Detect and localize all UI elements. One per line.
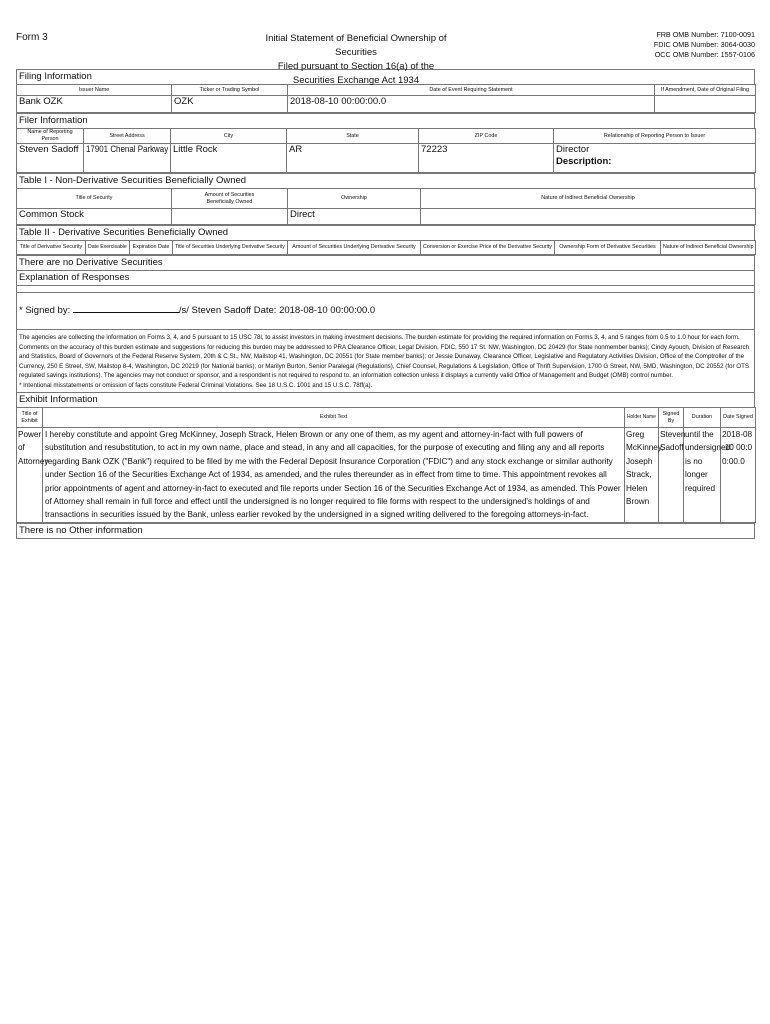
relationship [554, 144, 756, 173]
filing-table [16, 84, 756, 113]
header-conversion-price [421, 241, 555, 255]
header-reporting-person: Name of Reporting Person [17, 129, 84, 144]
issuer-name: Bank OZK [17, 96, 172, 113]
header-signed-by: Signed By [659, 408, 684, 428]
security-amount [172, 209, 288, 225]
header-derivative-nature [661, 241, 756, 255]
form-title: Initial Statement of Beneficial Ownership of Securities [265, 33, 447, 58]
signature-date: 2018-08-10 00:00:00.0 [279, 305, 376, 316]
header-duration: Duration [684, 408, 721, 428]
signature-row [16, 292, 755, 329]
filing-section-title: Filing Information [16, 69, 755, 84]
form-number: Form 3 [16, 32, 48, 43]
header-state: State [287, 129, 419, 144]
header-ownership-form [555, 241, 661, 255]
omb-occ: OCC OMB Number: 1557-0106 [654, 50, 755, 59]
header-underlying-amount [288, 241, 421, 255]
header-exhibit-title: Title of Exhibit [17, 408, 43, 428]
relationship-value: Director [556, 144, 590, 155]
signature-line [73, 303, 179, 313]
header-city: City [171, 129, 287, 144]
table1-section-title: Table I - Non-Derivative Securities Beneficially Owned [16, 173, 755, 188]
header-underlying-title [173, 241, 288, 255]
header-date-signed [721, 408, 756, 428]
exhibit-date-signed: 2018-08-10 00:00:00.0 [721, 428, 756, 523]
derivative-table [16, 240, 756, 255]
exhibit-text: I hereby constitute and appoint Greg McKinney, Joseph Strack, Helen Brown or any one of them, as my agent and attorney-in-fact with full powers of substitution and resubstitution, to act in my own name, place and stead, in any and all capacities, for the purpose of executing and filing any and all reports regarding Bank OZK ("Bank") required to be filed by me with the Federal Deposit Insurance Corporation ("FDIC") and any stock exchange or similar authority under Section 16 of the Securities Exchange Act of 1934, as amended, and the rules thereunder as in effect from time to time. This appointment revokes all prior appointments of agent and attorney-in-fact to executed and file reports under Section 16 of the Securities Exchange Act of 1934, as amended. This Power of Attorney shall remain in full force and effect until the undersigned is no longer required to file forms with respect to the undersigned's holdings of and transactions in securities issued by the Bank, unless earlier revoked by the undersigned in a signed writing delivered to the foregoing attorneys-in-fact. [43, 428, 625, 523]
header-underlying-title-text: Title of Securities Underlying Derivative Security [175, 244, 285, 250]
violation-text: * Intentional misstatements or omission of facts constitute Federal Criminal Violations. See 18 U.S.C. 1001 and 15 U.S.C. 78ff(a). [19, 381, 373, 389]
header-derivative-title [17, 241, 86, 255]
explanation-section-title: Explanation of Responses [16, 270, 755, 285]
zip-code: 72223 [419, 144, 554, 173]
burden-statement [16, 329, 755, 392]
header-title-of-security: Title of Security [17, 189, 172, 209]
security-ownership: Direct [288, 209, 421, 225]
header-expiration-date [130, 241, 173, 255]
ticker-symbol: OZK [172, 96, 288, 113]
header-date-signed-text: Date Signed [723, 414, 753, 420]
omb-fdic: FDIC OMB Number: 3064-0030 [653, 40, 755, 49]
header-ownership: Ownership [288, 189, 421, 209]
header-relationship: Relationship of Reporting Person to Issuer [554, 129, 756, 144]
omb-numbers [654, 30, 755, 60]
burden-text: The agencies are collecting the information on Forms 3, 4, and 5 pursuant to 15 USC 78l, to assist investors in making investment decisions. The burden estimate for providing the required information on Forms 3, 4, and 5 ranges from 0.5 to 1.0 hour for each form. Comments on the accuracy of this burden estimate and suggestions for reducing this burden may be addressed to PRA Clearance Officer, Legal Division, FDIC, 550 17 St. NW, Washington, DC 20429 (for State nonmember banks); Cindy Ayouch, Division of Research and Statistics, Board of Governors of the Federal Reserve System, 20th & C St., NW, Mailstop 41, Washington, DC 20551 (for State member banks); or Jessie Dunaway, Clearance Officer, Legislative and Regulatory Activities Division, Office of the Comptroller of the Currency, 250 E Street, SW, Mailstop 8-4, Washington, DC 20219 (for National banks); or Marilyn Burton, Senior Paralegal (Regulations), Chief Counsel, Regulations & Legislation, Office of Thrift Supervision, 1700 G Street, NW, 5MD, Washington, DC 20552 (for OTS regulated savings institutions). The agencies may not conduct or sponsor, and a respondent is not required to respond to, an information collection unless it displays a currently valid Office of Management and Budget (OMB) control number. [19, 334, 750, 379]
header-ownership-form-text: Ownership Form of Derivative Securities [559, 244, 656, 250]
header-amount-owned-text: Amount of Securities Beneficially Owned [204, 191, 255, 205]
amendment-date [655, 96, 756, 113]
header-ticker: Ticker or Trading Symbol [172, 85, 288, 96]
header-derivative-title-text: Title of Derivative Security [19, 244, 83, 250]
other-information: There is no Other information [16, 523, 755, 539]
explanation-body [16, 285, 755, 292]
exhibit-holder: Greg McKinney, Joseph Strack, Helen Brown [625, 428, 659, 523]
city: Little Rock [171, 144, 287, 173]
signed-by-label: * Signed by: [19, 305, 71, 316]
event-date: 2018-08-10 00:00:00.0 [288, 96, 655, 113]
header-date-exercisable [86, 241, 130, 255]
signature-date-label: Date: [253, 305, 277, 316]
no-derivatives-text: There are no Derivative Securities [16, 255, 755, 270]
security-nature [421, 209, 756, 225]
header-amendment-date: If Amendment, Date of Original Filing [655, 85, 756, 96]
table2-section-title: Table II - Derivative Securities Beneficially Owned [16, 225, 755, 240]
header-nature-indirect: Nature of Indirect Beneficial Ownership [421, 189, 756, 209]
header-holder-name [625, 408, 659, 428]
form-subtitle: Filed pursuant to Section 16(a) of the Securities Exchange Act 1934 [277, 61, 435, 86]
header-expiration-date-text: Expiration Date [132, 244, 170, 250]
description-label: Description: [556, 156, 612, 167]
form-title-block [256, 32, 456, 88]
header-exhibit-text: Exhibit Text [43, 408, 625, 428]
exhibit-table [16, 407, 756, 523]
header-date-exercisable-text: Date Exercisable [88, 244, 127, 250]
reporting-person-name [17, 144, 84, 173]
header-event-date: Date of Event Requiring Statement [288, 85, 655, 96]
header-street: Street Address [84, 129, 171, 144]
street-address [84, 144, 171, 173]
header-amount-owned [172, 189, 288, 209]
header-derivative-nature-text: Nature of Indirect Beneficial Ownership [663, 244, 754, 250]
reporting-person-name-text: Steven Sadoff [19, 144, 79, 155]
exhibit-section-title: Exhibit Information [16, 392, 755, 407]
form-page [16, 29, 755, 539]
exhibit-title: Power of Attorney [17, 428, 43, 523]
security-title: Common Stock [17, 209, 172, 225]
header-underlying-amount-text: Amount of Securities Underlying Derivative Security [292, 244, 416, 250]
filer-table [16, 128, 756, 173]
signature-value: /s/ Steven Sadoff [178, 305, 252, 316]
omb-frb: FRB OMB Number: 7100-0091 [656, 30, 755, 39]
exhibit-signed-by: Steven Sadoff [659, 428, 684, 523]
non-derivative-table [16, 188, 756, 225]
header-holder-name-text: Holder Name [627, 414, 656, 420]
header-conversion-price-text: Conversion or Exercise Price of the Derivative Security [423, 244, 552, 250]
exhibit-duration: until the undersigned is no longer required [684, 428, 721, 523]
filer-section-title: Filer Information [16, 113, 755, 128]
street-address-text: 17901 Chenal Parkway [86, 144, 169, 155]
header-issuer-name: Issuer Name [17, 85, 172, 96]
state: AR [287, 144, 419, 173]
header-zip: ZIP Code [419, 129, 554, 144]
